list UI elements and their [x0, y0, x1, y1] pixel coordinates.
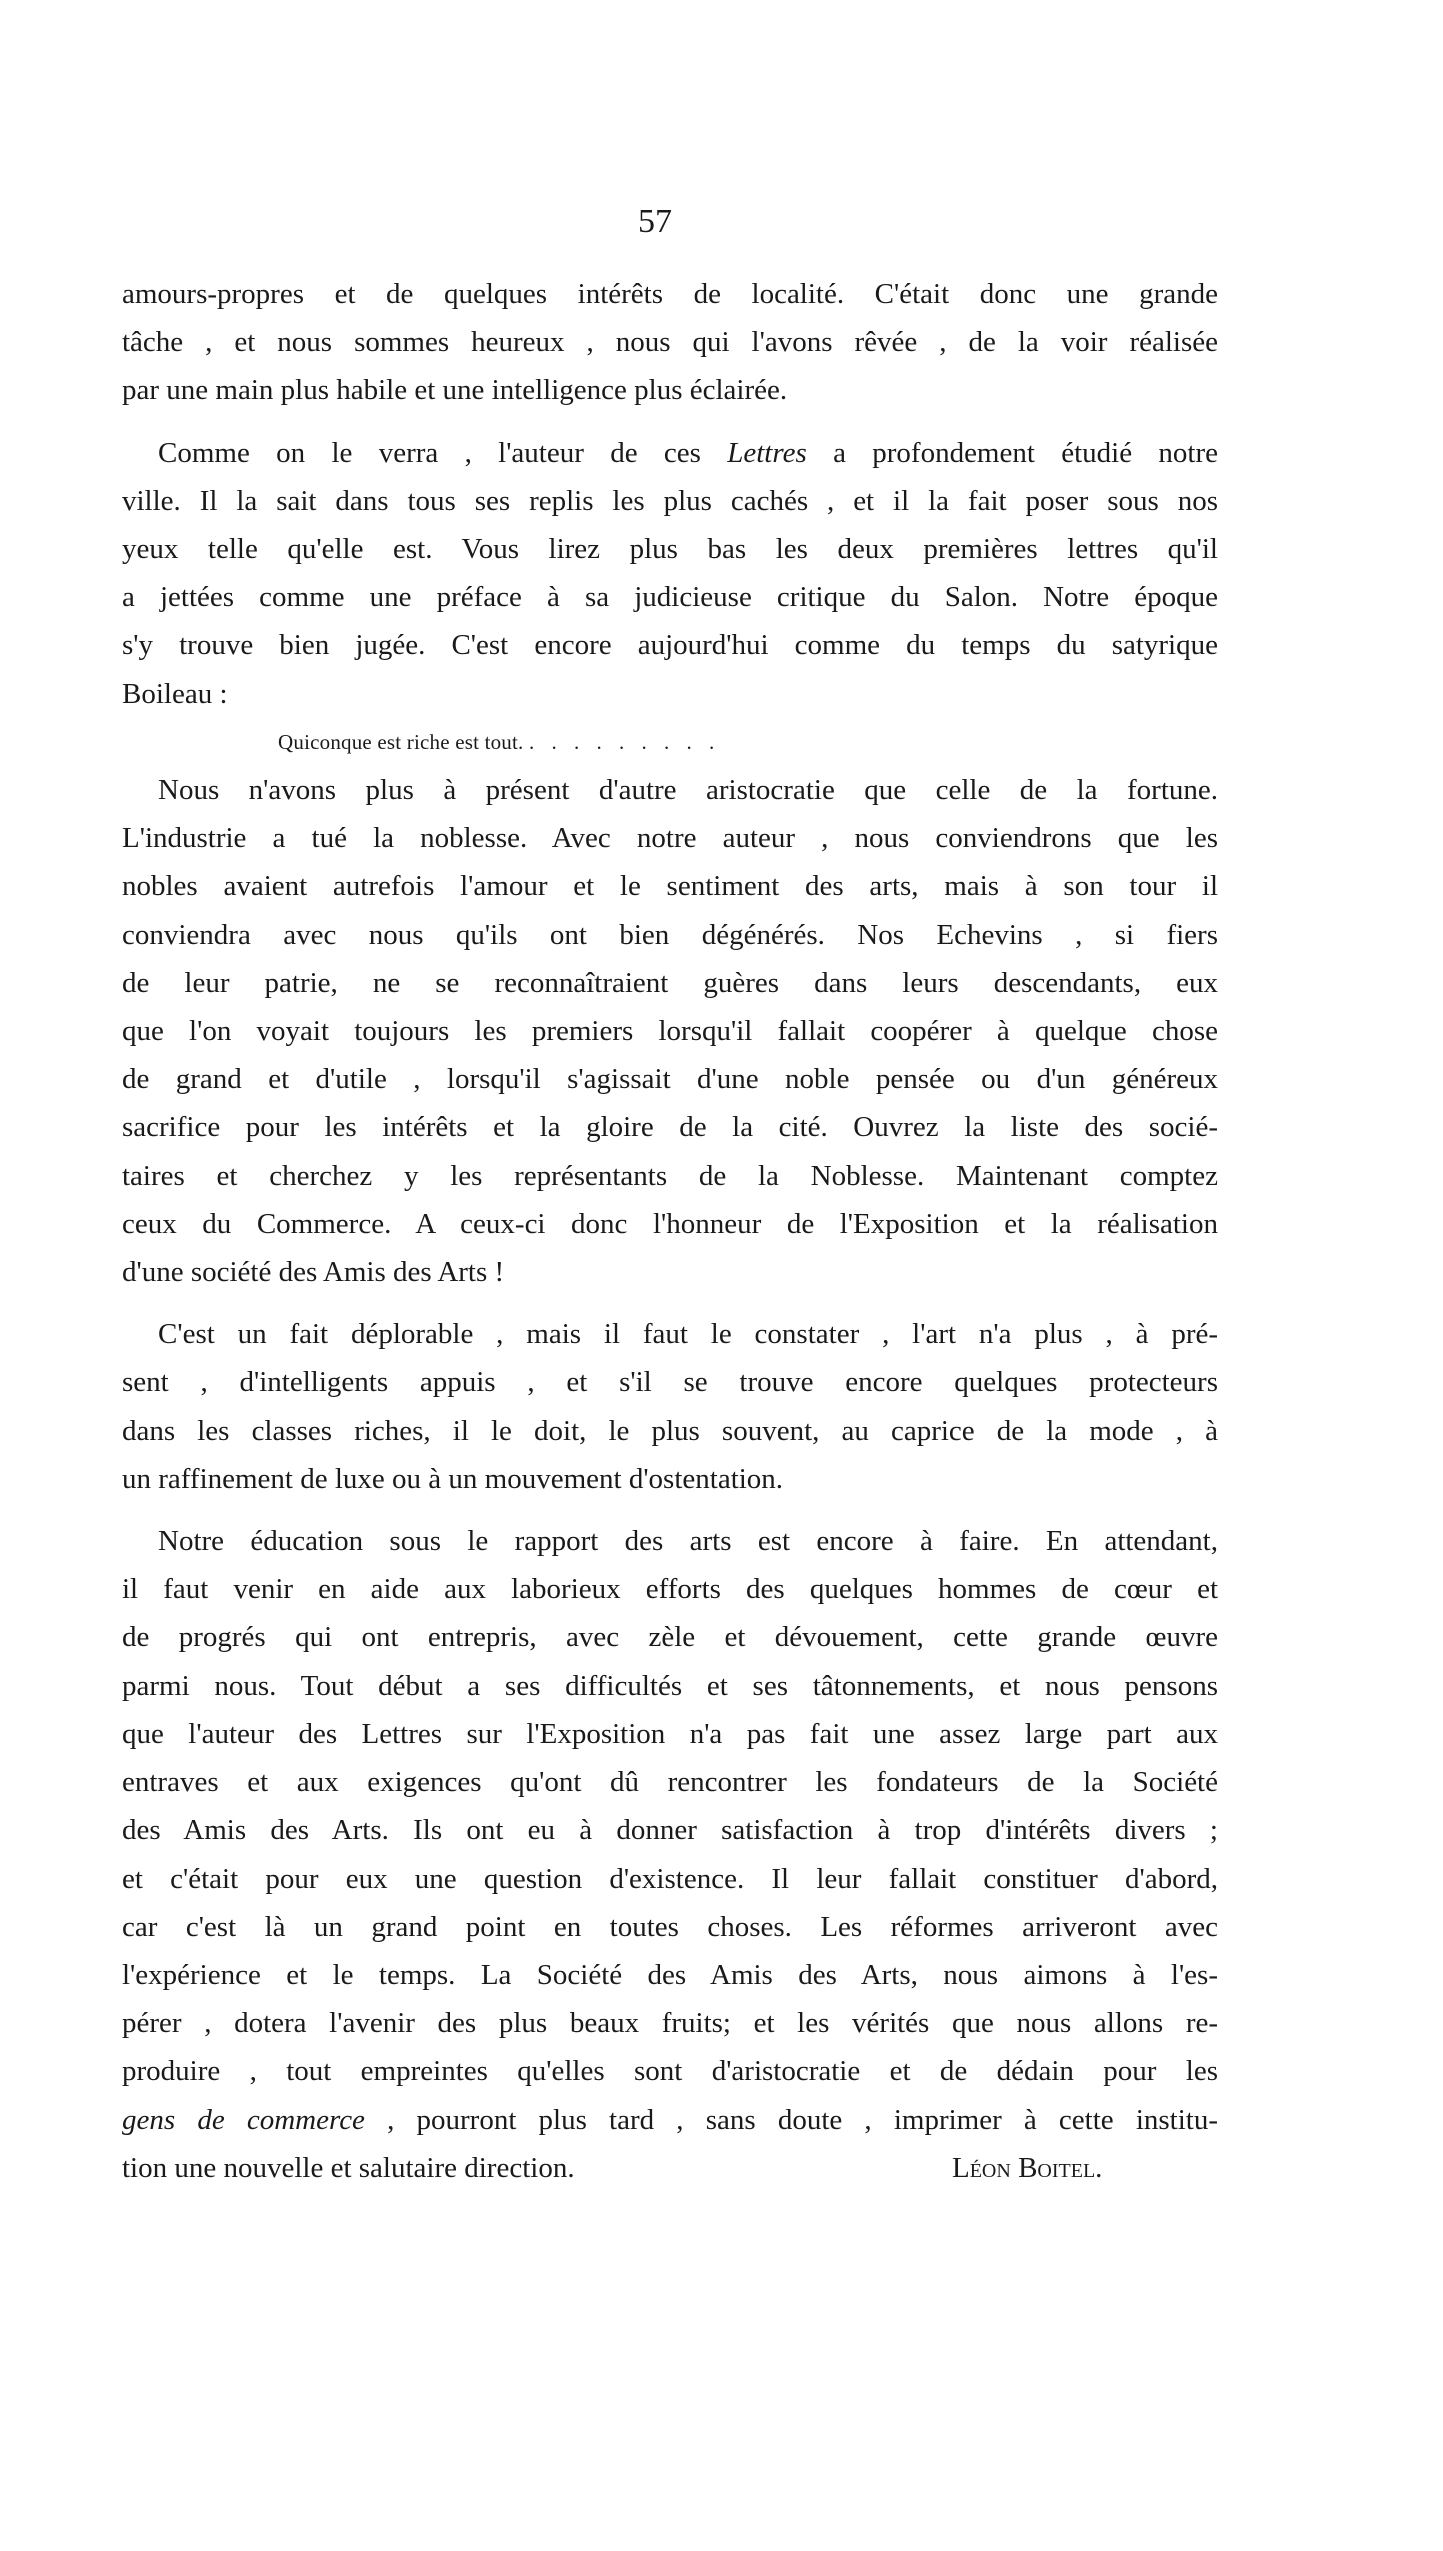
text-line: il faut venir en aide aux laborieux efforts des quelques hommes de cœur et — [122, 1573, 1218, 1606]
text-span: Comme on le verra , l'auteur de ces — [158, 436, 701, 469]
text-line: ceux du Commerce. A ceux-ci donc l'honneur de l'Exposition et la réalisation — [122, 1207, 1218, 1240]
text-line: de grand et d'utile , lorsqu'il s'agissait d'une noble pensée ou d'un généreux — [122, 1063, 1218, 1096]
text-span: , pourront plus tard , sans doute , imprimer à cette institu- — [387, 2103, 1218, 2136]
text-line: des Amis des Arts. Ils ont eu à donner satisfaction à trop d'intérêts divers ; — [122, 1814, 1218, 1847]
text-span: tion une nouvelle et salutaire direction. — [122, 2151, 575, 2184]
text-line: d'une société des Amis des Arts ! — [122, 1256, 505, 1289]
text-line: tâche , et nous sommes heureux , nous qui l'avons rêvée , de la voir réalisée — [122, 326, 1218, 359]
quote-text: Quiconque est riche est tout. — [278, 729, 524, 754]
body-text — [122, 270, 1218, 2192]
quotation — [122, 718, 1218, 766]
text-line: nobles avaient autrefois l'amour et le sentiment des arts, mais à son tour il — [122, 870, 1218, 903]
text-line: C'est un fait déplorable , mais il faut le constater , l'art n'a plus , à pré- — [158, 1318, 1218, 1351]
text-line — [122, 2096, 1218, 2144]
text-line: yeux telle qu'elle est. Vous lirez plus bas les deux premières lettres qu'il — [122, 533, 1218, 566]
text-line: produire , tout empreintes qu'elles sont d'aristocratie et de dédain pour les — [122, 2055, 1218, 2088]
text-line: sacrifice pour les intérêts et la gloire de la cité. Ouvrez la liste des socié- — [122, 1111, 1218, 1144]
text-line: et c'était pour eux une question d'existence. Il leur fallait constituer d'abord, — [122, 1862, 1218, 1895]
text-line: que l'auteur des Lettres sur l'Exposition n'a pas fait une assez large part aux — [122, 1717, 1218, 1750]
text-line: de leur patrie, ne se reconnaîtraient guères dans leurs descendants, eux — [122, 966, 1218, 999]
text-line: par une main plus habile et une intelligence plus éclairée. — [122, 374, 788, 407]
text-line: que l'on voyait toujours les premiers lorsqu'il fallait coopérer à quelque chose — [122, 1015, 1218, 1048]
text-line: entraves et aux exigences qu'ont dû rencontrer les fondateurs de la Société — [122, 1766, 1218, 1799]
text-line: l'expérience et le temps. La Société des Amis des Arts, nous aimons à l'es- — [122, 1958, 1218, 1991]
text-line: L'industrie a tué la noblesse. Avec notre auteur , nous conviendrons que les — [122, 822, 1218, 855]
text-line: un raffinement de luxe ou à un mouvement d'ostentation. — [122, 1462, 784, 1495]
text-line: de progrés qui ont entrepris, avec zèle et dévouement, cette grande œuvre — [122, 1621, 1218, 1654]
ellipsis-dots: . . . . . . . . . — [528, 729, 721, 754]
text-line: Nous n'avons plus à présent d'autre aristocratie que celle de la fortune. — [158, 774, 1218, 807]
text-line: pérer , dotera l'avenir des plus beaux fruits; et les vérités que nous allons re- — [122, 2007, 1218, 2040]
text-line: a jettées comme une préface à sa judicieuse critique du Salon. Notre époque — [122, 581, 1218, 614]
text-line: Notre éducation sous le rapport des arts est encore à faire. En attendant, — [158, 1525, 1218, 1558]
text-line: ville. Il la sait dans tous ses replis les plus cachés , et il la fait poser sous nos — [122, 484, 1218, 517]
text-line — [122, 2144, 1218, 2192]
text-line: car c'est là un grand point en toutes choses. Les réformes arriveront avec — [122, 1910, 1218, 1943]
text-line: conviendra avec nous qu'ils ont bien dégénérés. Nos Echevins , si fiers — [122, 918, 1218, 951]
text-line: parmi nous. Tout début a ses difficultés et ses tâtonnements, et nous pensons — [122, 1669, 1218, 1702]
text-span: a profondement étudié notre — [833, 436, 1218, 469]
italic-text: Lettres — [727, 436, 807, 469]
text-line: taires et cherchez y les représentants de la Noblesse. Maintenant comptez — [122, 1159, 1218, 1192]
text-line — [122, 429, 1218, 477]
page-number: 57 — [638, 203, 672, 240]
italic-text: gens de commerce — [122, 2103, 365, 2136]
author-signature: Léon Boitel. — [952, 2151, 1103, 2184]
text-line: dans les classes riches, il le doit, le plus souvent, au caprice de la mode , à — [122, 1414, 1218, 1447]
text-line: s'y trouve bien jugée. C'est encore aujourd'hui comme du temps du satyrique — [122, 629, 1218, 662]
text-line: sent , d'intelligents appuis , et s'il se trouve encore quelques protecteurs — [122, 1366, 1218, 1399]
text-line: Boileau : — [122, 677, 228, 710]
text-line: amours-propres et de quelques intérêts de localité. C'était donc une grande — [122, 278, 1218, 310]
